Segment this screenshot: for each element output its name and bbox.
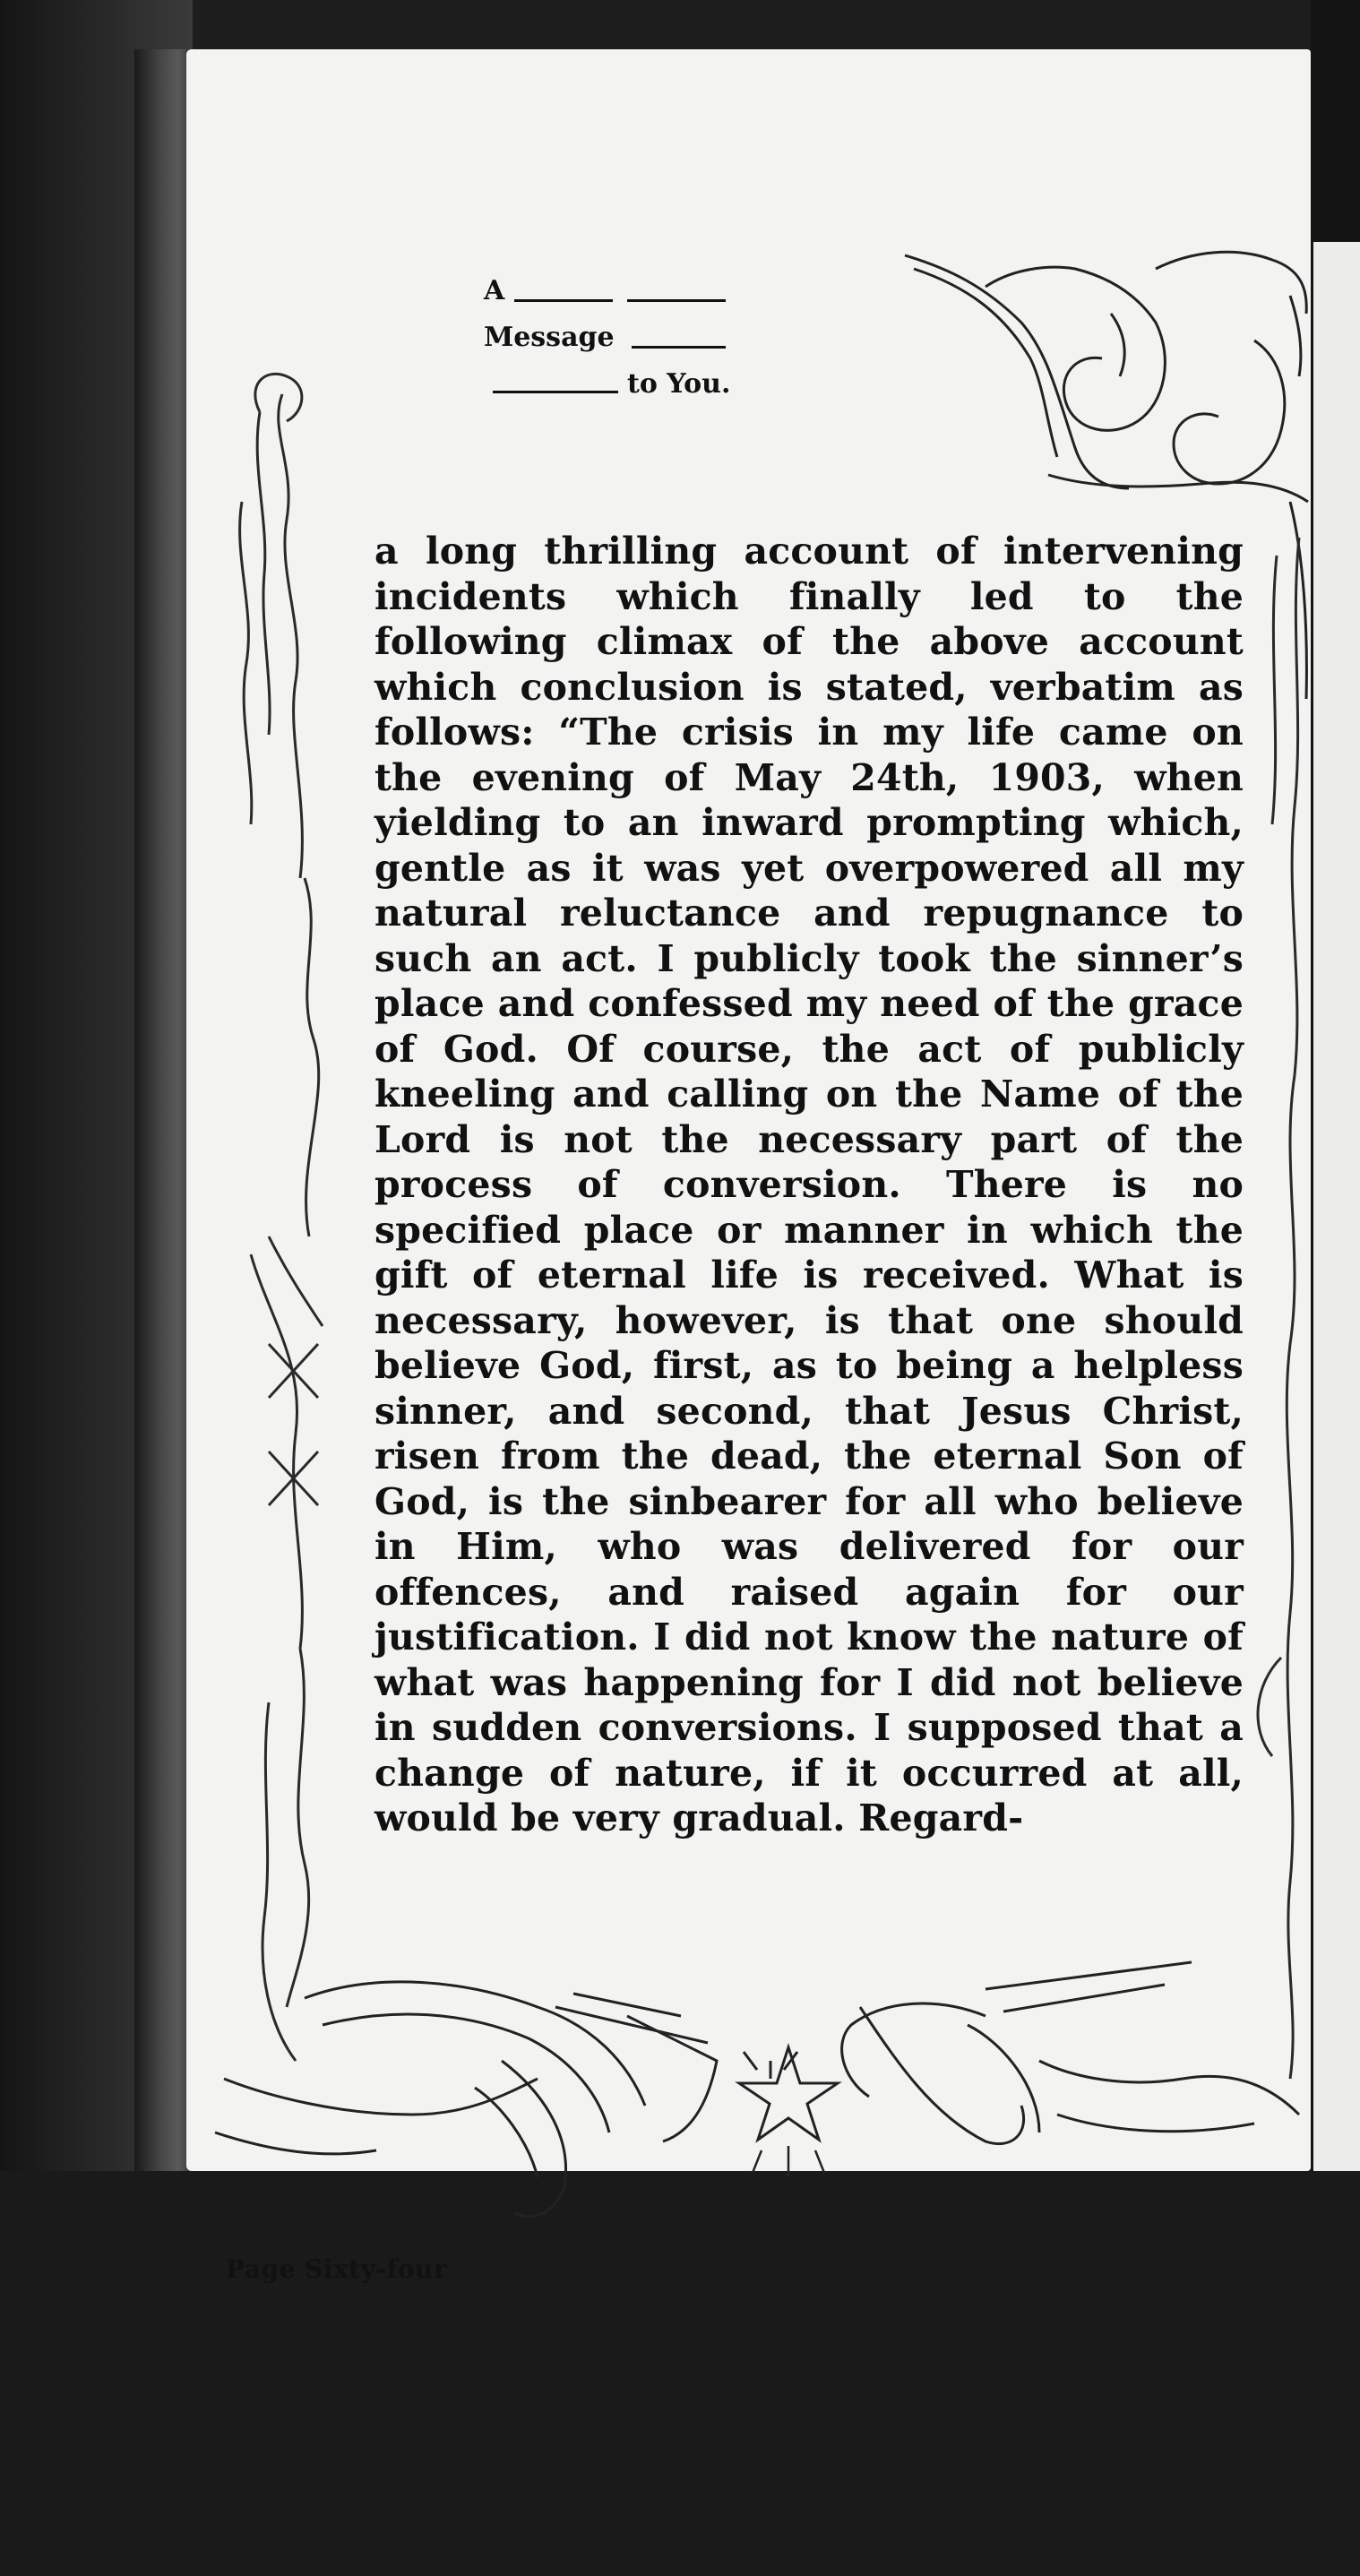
page-number-label: Page Sixty-four xyxy=(226,2254,448,2284)
header-line-2 xyxy=(484,315,779,362)
header-rule xyxy=(493,391,618,393)
header-line-3 xyxy=(484,362,779,409)
header-rule xyxy=(514,299,613,302)
header-word-to-you: to You. xyxy=(627,368,731,400)
header-line-1 xyxy=(484,269,779,315)
header-word-a: A xyxy=(484,275,505,306)
page-header xyxy=(484,269,779,409)
header-word-message: Message xyxy=(484,322,615,353)
cornucopia-ornament-icon xyxy=(215,1962,1299,2217)
foliate-border-icon xyxy=(240,374,323,2061)
foliate-border-icon xyxy=(1258,538,1299,2079)
header-rule xyxy=(632,346,726,349)
body-paragraph: a long thrilling account of intervening incidents which finally led to the following climax of the above account which conclusion is stated, verbatim as follows: “The crisis in my life came on the evening of May 24th, 1903, when yielding to an inward prompting which, gentle as it was yet overpowered all my natural reluctance and repugnance to such an act. I publicly took the sinner’s place and confessed my need of the grace of God. Of course, the act of publicly kneeling and calling on the Name of the Lord is not the necessary part of the process of conversion. There is no specified place or manner in which the gift of eternal life is received. What is necessary, however, is that one should believe God, first, as to being a helpless sinner, and second, that Jesus Christ, risen from the dead, the eternal Son of God, is the sinbearer for all who believe in Him, who was delivered for our offences, and raised again for our justification. I did not know the nature of what was happening for I did not believe in sudden conversions. I supposed that a change of nature, if it occurred at all, would be very gradual. Regard- xyxy=(374,530,1244,1839)
body-text xyxy=(374,529,1244,1841)
header-rule xyxy=(627,299,726,302)
